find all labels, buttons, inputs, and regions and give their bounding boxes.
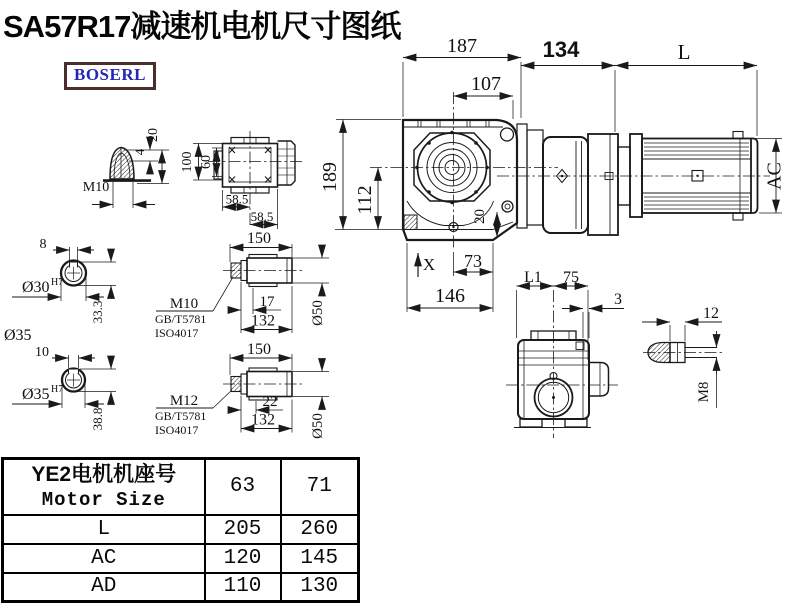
dim-top-100: 100 xyxy=(180,151,195,173)
dim-top-585b: 58.5 xyxy=(250,209,274,224)
brand-logo: BOSERL xyxy=(64,62,156,90)
dim-shafta-d50: Ø50 xyxy=(310,300,326,326)
dim-shafta-17: 17 xyxy=(259,294,275,310)
row-label-AD: AD xyxy=(3,573,205,602)
dim-shaftb-d50: Ø50 xyxy=(310,413,326,439)
table-row xyxy=(3,544,359,573)
table-header-frame-71: 71 xyxy=(281,459,359,515)
dim-187: 187 xyxy=(447,35,477,57)
table-row xyxy=(3,573,359,602)
label-outer-35: Ø35 xyxy=(4,327,32,344)
header-label-en: Motor Size xyxy=(41,488,166,511)
dim-3: 3 xyxy=(614,291,622,308)
dim-AC: AC xyxy=(763,162,786,190)
bolt-note-m10 xyxy=(155,277,233,340)
bolt-b-std1: GB/T5781 xyxy=(155,409,207,423)
bolt-a-thread: M10 xyxy=(169,296,199,312)
dim-bore-30: Ø30 xyxy=(22,279,50,296)
dim-L1: L1 xyxy=(524,269,542,286)
dim-shaftb-22: 22 xyxy=(262,394,278,410)
value-AD-71: 130 xyxy=(281,573,359,602)
dim-key-10: 10 xyxy=(35,345,49,360)
dim-bore-30-tol: H7 xyxy=(51,277,64,288)
dim-134: 134 xyxy=(542,37,580,62)
dim-73: 73 xyxy=(464,251,482,271)
gearbox-front-view xyxy=(319,35,558,312)
dim-388: 38.8 xyxy=(90,407,105,431)
bolt-b-std2: ISO4017 xyxy=(155,423,199,437)
gearbox-top-view xyxy=(180,131,302,229)
cap-detail-view xyxy=(83,128,169,208)
value-AD-63: 110 xyxy=(205,573,281,602)
dim-shafta-150: 150 xyxy=(247,230,271,247)
table-row xyxy=(3,515,359,544)
dim-bore-35-tol: H7 xyxy=(51,384,64,395)
value-L-71: 260 xyxy=(281,515,359,544)
dim-cap-4: 4 xyxy=(132,148,147,156)
value-AC-63: 120 xyxy=(205,544,281,573)
row-label-L: L xyxy=(3,515,205,544)
header-label-cn: YE2电机机座号 xyxy=(31,462,177,486)
dim-333: 33.3 xyxy=(90,300,105,324)
dim-20-main: 20 xyxy=(472,209,488,224)
row-label-AC: AC xyxy=(3,544,205,573)
dim-top-60: 60 xyxy=(199,155,214,169)
dim-key-8: 8 xyxy=(39,237,47,252)
dim-shafta-132: 132 xyxy=(251,312,275,330)
gearbox-rear-view xyxy=(506,269,624,438)
dim-cap-20: 20 xyxy=(146,128,161,142)
shaft-end-view xyxy=(642,305,724,408)
bolt-a-std1: GB/T5781 xyxy=(155,312,207,326)
bolt-b-thread: M12 xyxy=(169,393,199,409)
bolt-a-std2: ISO4017 xyxy=(155,326,199,340)
shaft-side-view-b xyxy=(223,341,329,439)
dim-75: 75 xyxy=(563,269,579,286)
dim-shaftb-150: 150 xyxy=(247,341,271,358)
dim-L: L xyxy=(677,40,691,64)
table-header-frame-63: 63 xyxy=(205,459,281,515)
value-L-63: 205 xyxy=(205,515,281,544)
bolt-note-m12 xyxy=(155,390,232,437)
dim-bore-35: Ø35 xyxy=(22,386,50,403)
table-header-motor-size xyxy=(3,459,205,515)
dim-12: 12 xyxy=(703,305,719,322)
dim-shaftb-132: 132 xyxy=(251,411,275,429)
shaft-side-view-a xyxy=(223,230,329,333)
motor-assembly xyxy=(497,37,786,235)
dim-112: 112 xyxy=(354,185,376,215)
shaft-section-b xyxy=(12,345,116,430)
dim-146: 146 xyxy=(435,285,465,307)
value-AC-71: 145 xyxy=(281,544,359,573)
dim-107: 107 xyxy=(471,73,501,95)
motor-size-table xyxy=(1,457,360,603)
shaft-section-a xyxy=(4,237,116,344)
dim-189: 189 xyxy=(319,162,341,192)
dim-M8: M8 xyxy=(696,381,712,403)
page-title: SA57R17减速机电机尺寸图纸 xyxy=(3,9,401,44)
marker-x: X xyxy=(422,255,436,274)
dim-top-585a: 58.5 xyxy=(225,191,249,207)
dim-m10-cap: M10 xyxy=(82,180,110,195)
